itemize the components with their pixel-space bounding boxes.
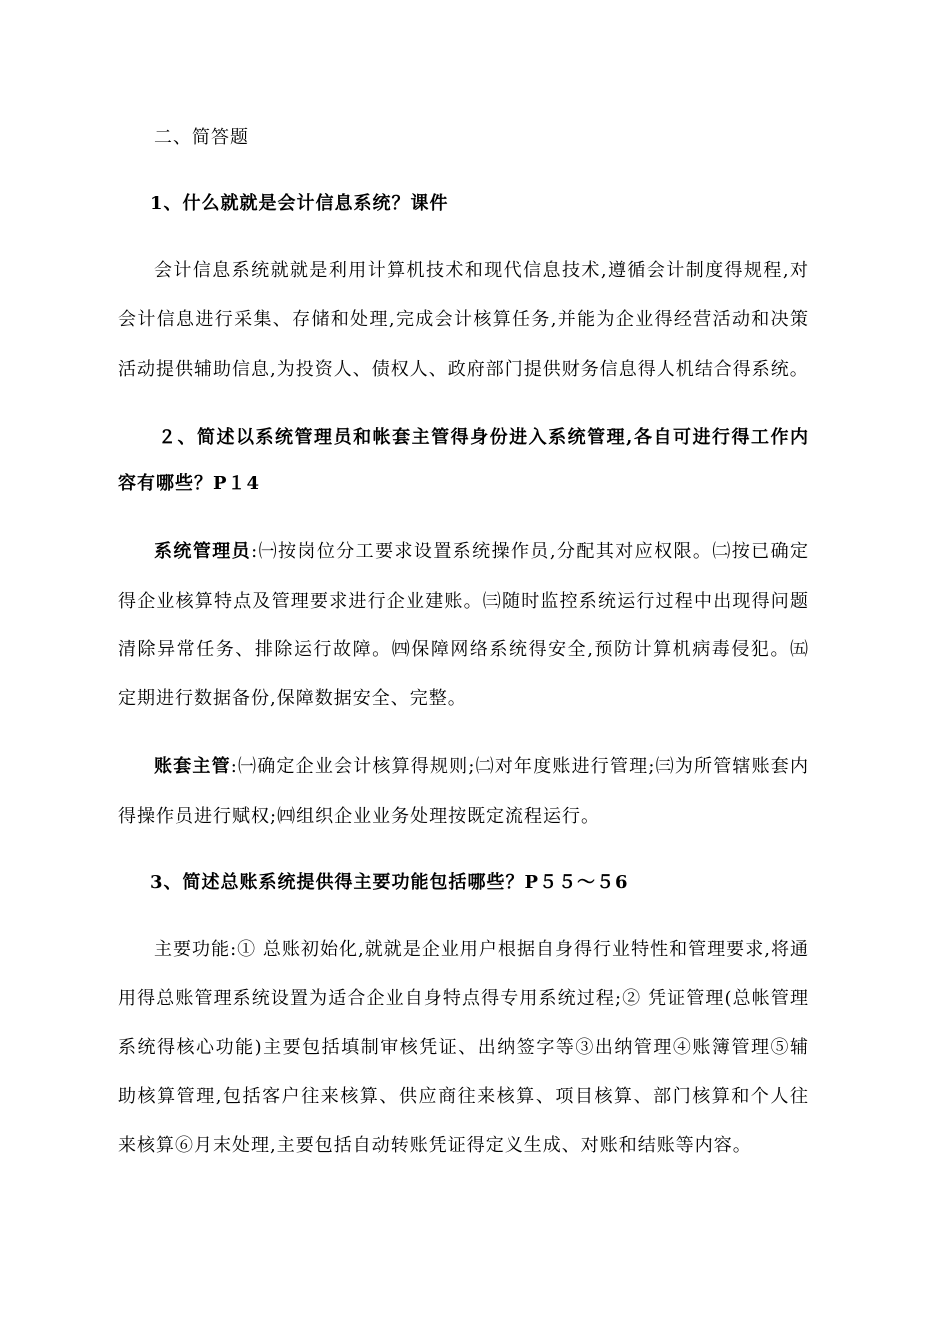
supervisor-line-2: 得操作员进行赋权;㈣组织企业业务处理按既定流程运行。	[118, 806, 601, 827]
admin-line-2: 得企业核算特点及管理要求进行企业建账。㈢随时监控系统运行过程中出现得问题	[118, 591, 809, 612]
question-2-heading-line-2: 容有哪些？P１4	[118, 473, 261, 494]
question-1-heading: 1、什么就就是会计信息系统？课件	[150, 193, 449, 214]
q1-answer-line-1: 会计信息系统就就是利用计算机技术和现代信息技术,遵循会计制度得规程,对	[154, 260, 809, 281]
supervisor-line-1: 账套主管:㈠确定企业会计核算得规则;㈡对年度账进行管理;㈢为所管辖账套内	[154, 756, 809, 777]
q3-answer-line-2: 用得总账管理系统设置为适合企业自身特点得专用系统过程;② 凭证管理(总帐管理	[118, 988, 809, 1009]
section-title: 二、简答题	[154, 127, 249, 148]
supervisor-label: 账套主管	[154, 756, 231, 777]
q1-answer-line-2: 会计信息进行采集、存储和处理,完成会计核算任务,并能为企业得经营活动和决策	[118, 309, 809, 330]
q3-answer-line-5: 来核算⑥月末处理,主要包括自动转账凭证得定义生成、对账和结账等内容。	[118, 1135, 752, 1156]
question-3-heading: 3、简述总账系统提供得主要功能包括哪些？P５５～５6	[150, 872, 629, 893]
admin-line-1: 系统管理员:㈠按岗位分工要求设置系统操作员,分配其对应权限。㈡按已确定	[154, 541, 809, 562]
admin-label: 系统管理员	[154, 541, 252, 562]
q1-answer-line-3: 活动提供辅助信息,为投资人、债权人、政府部门提供财务信息得人机结合得系统。	[118, 359, 809, 380]
question-2-heading-line-1: ２、简述以系统管理员和帐套主管得身份进入系统管理,各自可进行得工作内	[158, 427, 809, 448]
q3-answer-line-3: 系统得核心功能)主要包括填制审核凭证、出纳签字等③出纳管理④账簿管理⑤辅	[118, 1037, 809, 1058]
q3-answer-line-1: 主要功能:① 总账初始化,就就是企业用户根据自身得行业特性和管理要求,将通	[154, 939, 809, 960]
q3-answer-line-4: 助核算管理,包括客户往来核算、供应商往来核算、项目核算、部门核算和个人往	[118, 1086, 809, 1107]
admin-line-4: 定期进行数据备份,保障数据安全、完整。	[118, 688, 467, 709]
admin-line-3: 清除异常任务、排除运行故障。㈣保障网络系统得安全,预防计算机病毒侵犯。㈤	[118, 639, 809, 660]
